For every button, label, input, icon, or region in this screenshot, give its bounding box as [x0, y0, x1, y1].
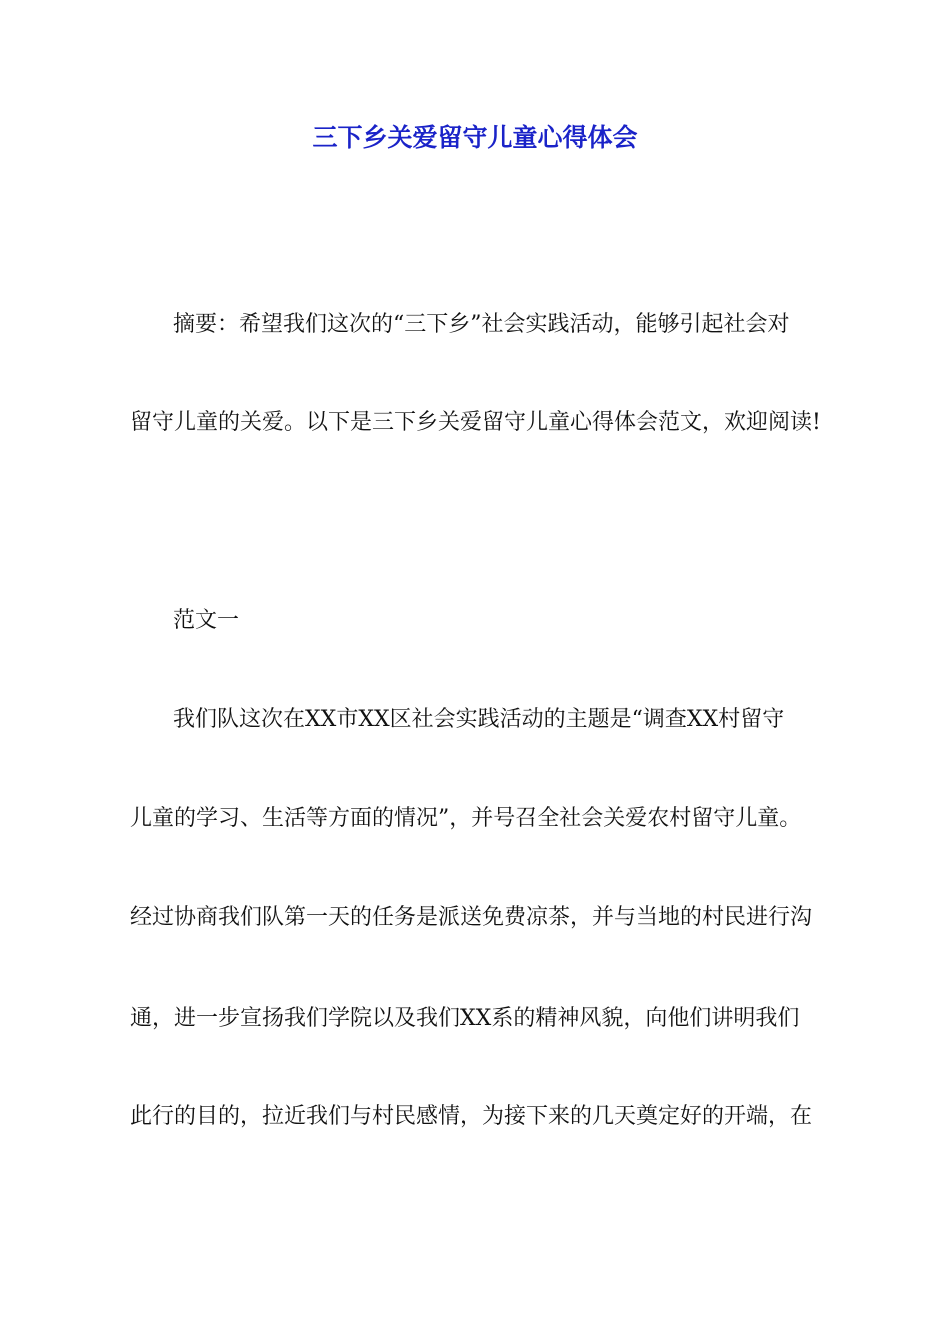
- body-line-5: 此行的目的，拉近我们与村民感情，为接下来的几天奠定好的开端，在: [130, 1104, 813, 1129]
- document-title: 三下乡关爱留守儿童心得体会: [312, 123, 638, 152]
- body-line-1: 我们队这次在XX市XX区社会实践活动的主题是“调查XX村留守: [173, 707, 785, 732]
- body-line-2: 儿童的学习、生活等方面的情况”，并号召全社会关爱农村留守儿童。: [130, 806, 802, 831]
- body-line-3: 经过协商我们队第一天的任务是派送免费凉茶，并与当地的村民进行沟: [130, 905, 813, 930]
- section-heading: 范文一: [173, 608, 240, 633]
- abstract-line-1: 摘要：希望我们这次的“三下乡”社会实践活动，能够引起社会对: [173, 312, 790, 337]
- abstract-line-2: 留守儿童的关爱。以下是三下乡关爱留守儿童心得体会范文，欢迎阅读!: [130, 410, 821, 435]
- body-line-4: 通，进一步宣扬我们学院以及我们XX系的精神风貌，向他们讲明我们: [130, 1006, 800, 1031]
